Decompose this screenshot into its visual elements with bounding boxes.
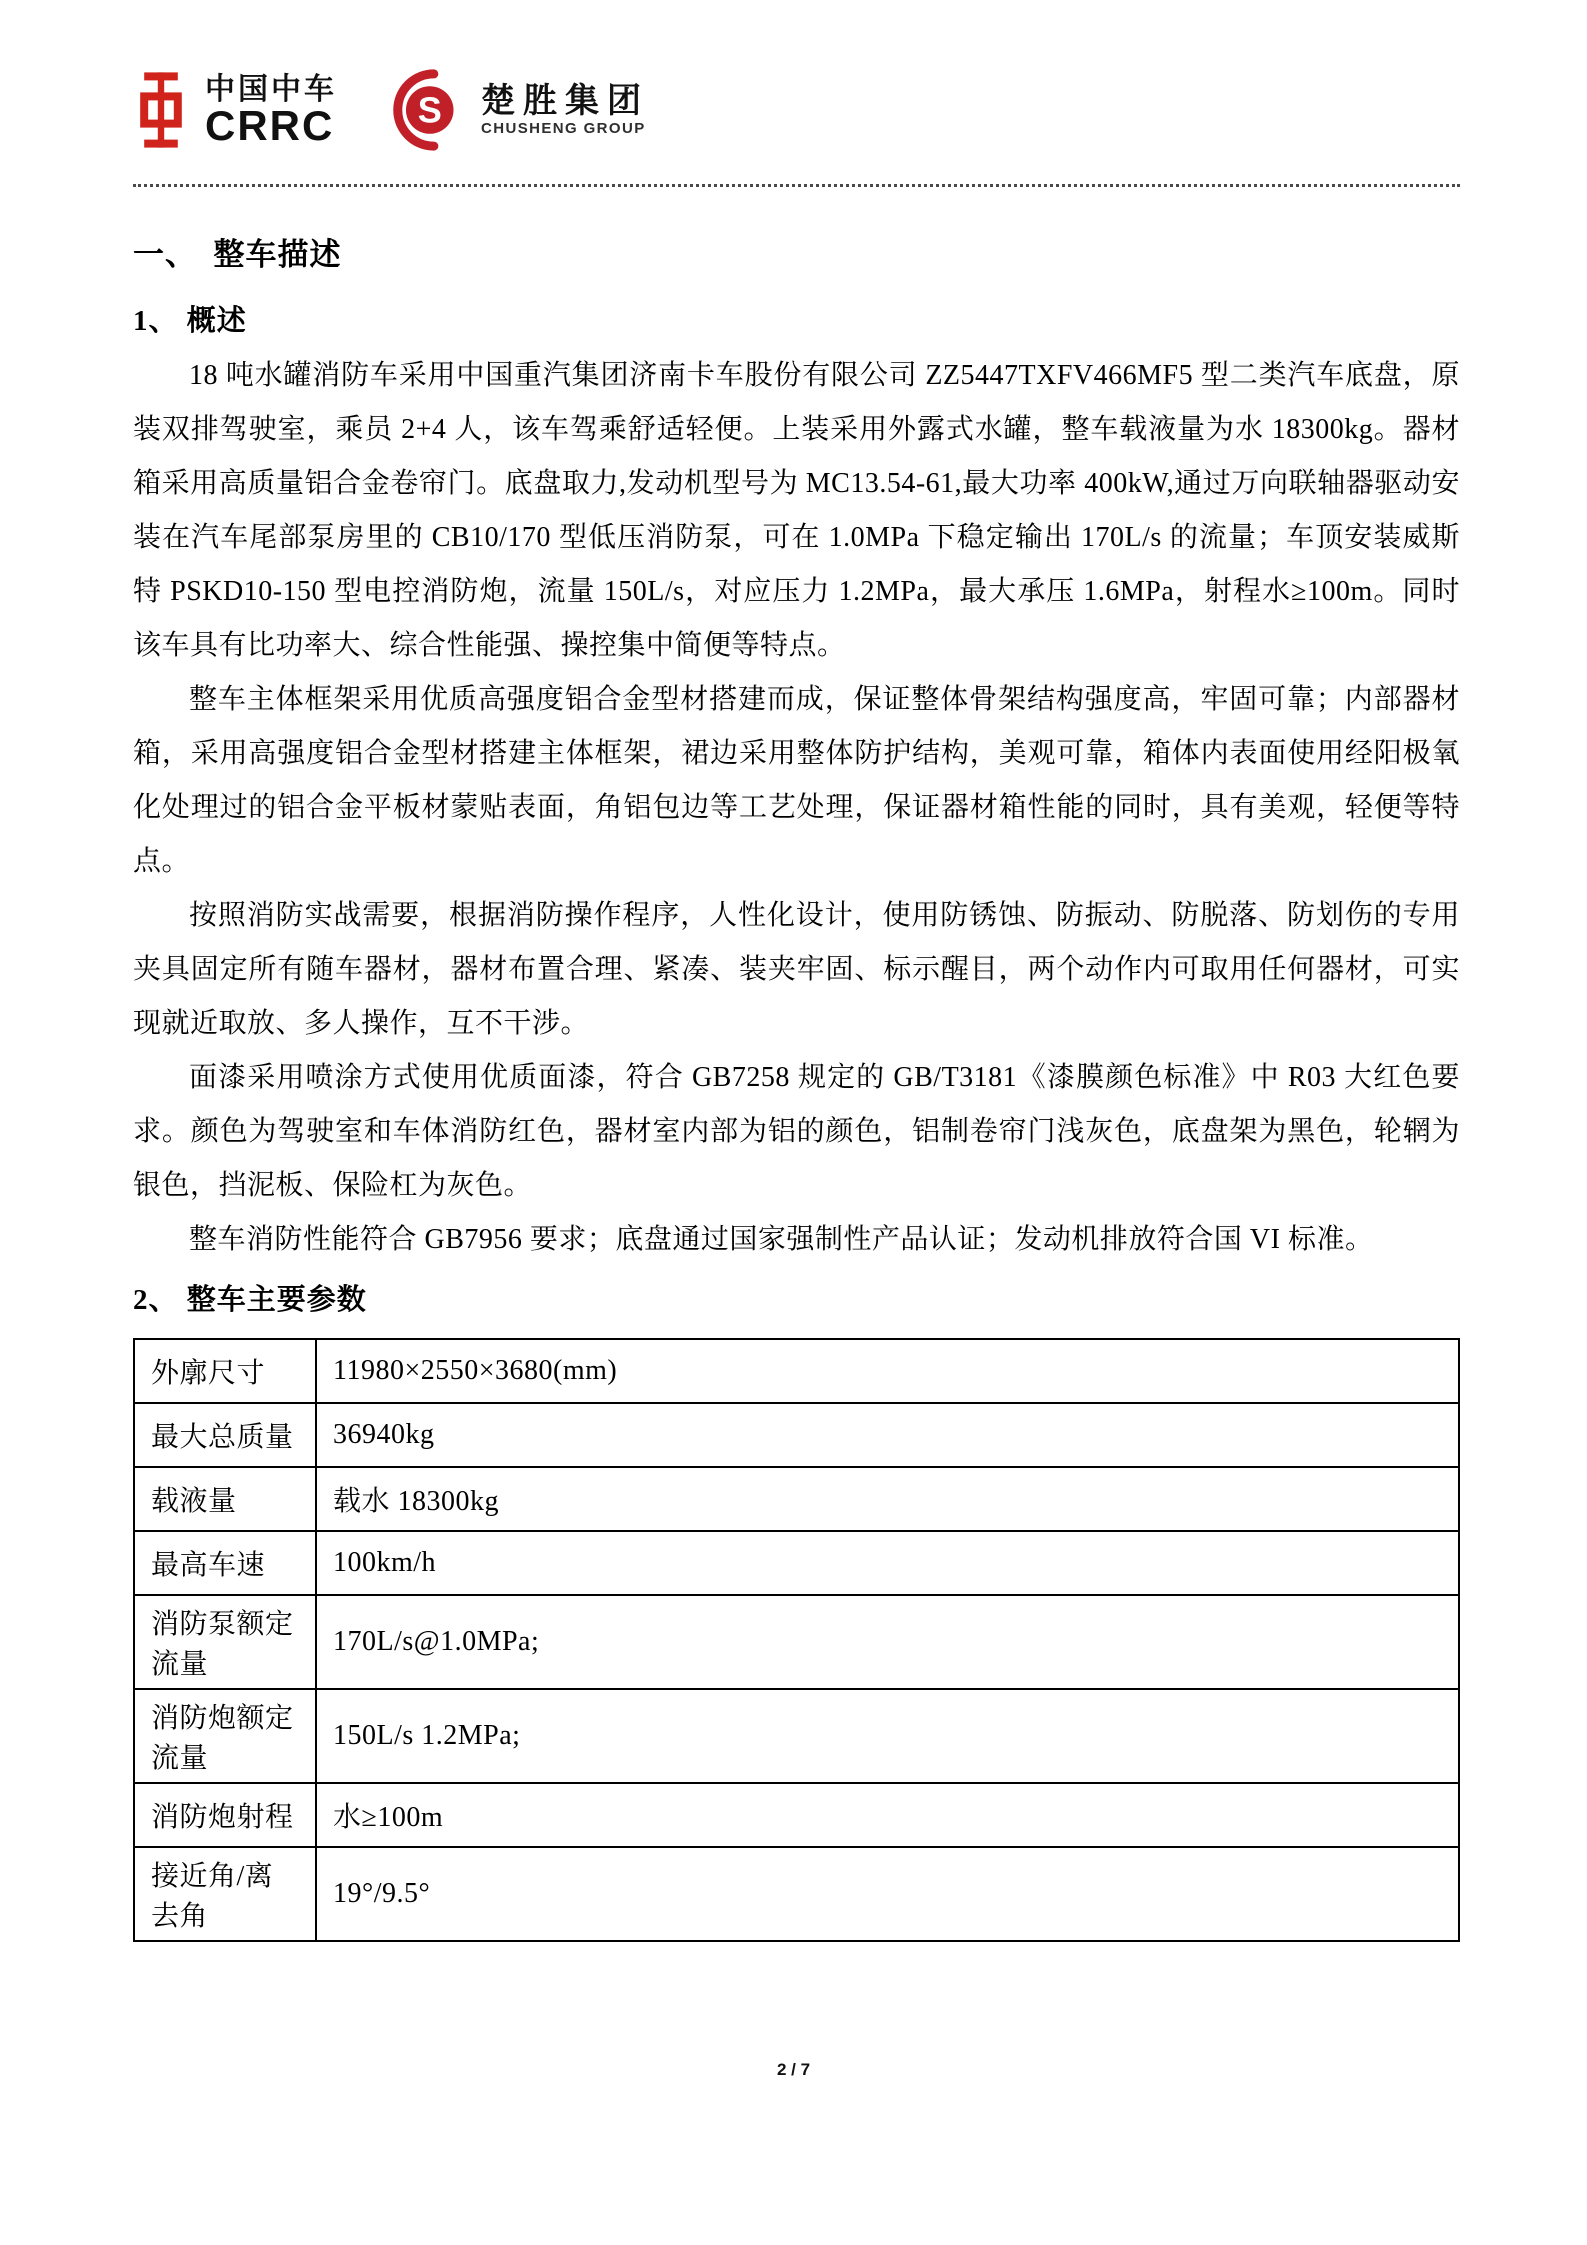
param-label: 载液量 [134, 1467, 316, 1531]
param-label: 最高车速 [134, 1531, 316, 1595]
chusheng-name-en: CHUSHENG GROUP [481, 120, 646, 138]
param-value: 100km/h [316, 1531, 1459, 1595]
paragraph: 整车主体框架采用优质高强度铝合金型材搭建而成，保证整体骨架结构强度高，牢固可靠；内部器材箱，采用高强度铝合金型材搭建主体框架，裙边采用整体防护结构，美观可靠，箱体内表面使用经阳极氧化处理过的铝合金平板材蒙贴表面，角铝包边等工艺处理，保证器材箱性能的同时，具有美观，轻便等特点。 [133, 684, 1460, 877]
paragraph: 面漆采用喷涂方式使用优质面漆，符合 GB7258 规定的 GB/T3181《漆膜颜色标准》中 R03 大红色要求。颜色为驾驶室和车体消防红色，器材室内部为铝的颜色，铝制卷帘门浅灰色，底盘架为黑色，轮辋为银色，挡泥板、保险杠为灰色。 [133, 1062, 1460, 1201]
body-text [133, 349, 1460, 1267]
param-value: 170L/s@1.0MPa; [316, 1595, 1459, 1689]
table-row [134, 1689, 1459, 1783]
param-value: 150L/s 1.2MPa; [316, 1689, 1459, 1783]
subsection-title-parameters: 2、 整车主要参数 [133, 1284, 367, 1316]
crrc-name-en: CRRC [205, 101, 335, 149]
param-label: 消防炮射程 [134, 1783, 316, 1847]
param-value: 11980×2550×3680(mm) [316, 1339, 1459, 1403]
chusheng-emblem-icon [383, 69, 465, 151]
chusheng-logo [383, 69, 649, 151]
paragraph: 整车消防性能符合 GB7956 要求；底盘通过国家强制性产品认证；发动机排放符合国 VI 标准。 [189, 1224, 1374, 1255]
param-label: 接近角/离去角 [134, 1847, 316, 1941]
table-row [134, 1531, 1459, 1595]
table-row [134, 1783, 1459, 1847]
param-label: 外廓尺寸 [134, 1339, 316, 1403]
param-value: 水≥100m [316, 1783, 1459, 1847]
param-value: 36940kg [316, 1403, 1459, 1467]
paragraph: 18 吨水罐消防车采用中国重汽集团济南卡车股份有限公司 ZZ5447TXFV466MF5 型二类汽车底盘，原装双排驾驶室，乘员 2+4 人，该车驾乘舒适轻便。上装采用外露式水罐，整车载液量为水 18300kg。器材箱采用高质量铝合金卷帘门。底盘取力,发动机型号为 MC13.54-61,最大功率 400kW,通过万向联轴器驱动安装在汽车尾部泵房里的 CB10/170 型低压消防泵，可在 1.0MPa 下稳定输出 170L/s 的流量；车顶安装威斯特 PSKD10-150 型电控消防炮，流量 150L/s，对应压力 1.2MPa，最大承压 1.6MPa，射程水≥100m。同时该车具有比功率大、综合性能强、操控集中简便等特点。 [133, 360, 1460, 661]
section-title: 一、 整车描述 [133, 237, 342, 272]
param-label: 消防炮额定流量 [134, 1689, 316, 1783]
parameters-table [133, 1338, 1460, 1942]
chusheng-name-cn: 楚胜集团 [481, 81, 649, 120]
page-number: 2 / 7 [776, 2060, 811, 2079]
crrc-logo-text [205, 73, 337, 149]
header-divider [133, 184, 1460, 187]
param-value: 19°/9.5° [316, 1847, 1459, 1941]
svg-text:S: S [417, 89, 442, 131]
table-row [134, 1339, 1459, 1403]
header [133, 70, 1460, 150]
crrc-logo [133, 70, 337, 150]
subsection-title-overview: 1、 概述 [133, 305, 247, 337]
crrc-emblem-icon [133, 70, 189, 150]
paragraph: 按照消防实战需要，根据消防操作程序，人性化设计，使用防锈蚀、防振动、防脱落、防划伤的专用夹具固定所有随车器材，器材布置合理、紧凑、装夹牢固、标示醒目，两个动作内可取用任何器材，可实现就近取放、多人操作，互不干涉。 [133, 900, 1460, 1039]
param-value: 载水 18300kg [316, 1467, 1459, 1531]
table-row [134, 1403, 1459, 1467]
param-label: 最大总质量 [134, 1403, 316, 1467]
table-row [134, 1467, 1459, 1531]
page-content [133, 0, 1460, 1942]
table-row [134, 1595, 1459, 1689]
param-label: 消防泵额定流量 [134, 1595, 316, 1689]
crrc-name-cn: 中国中车 [205, 73, 337, 107]
chusheng-logo-text [481, 83, 649, 137]
table-row [134, 1847, 1459, 1941]
